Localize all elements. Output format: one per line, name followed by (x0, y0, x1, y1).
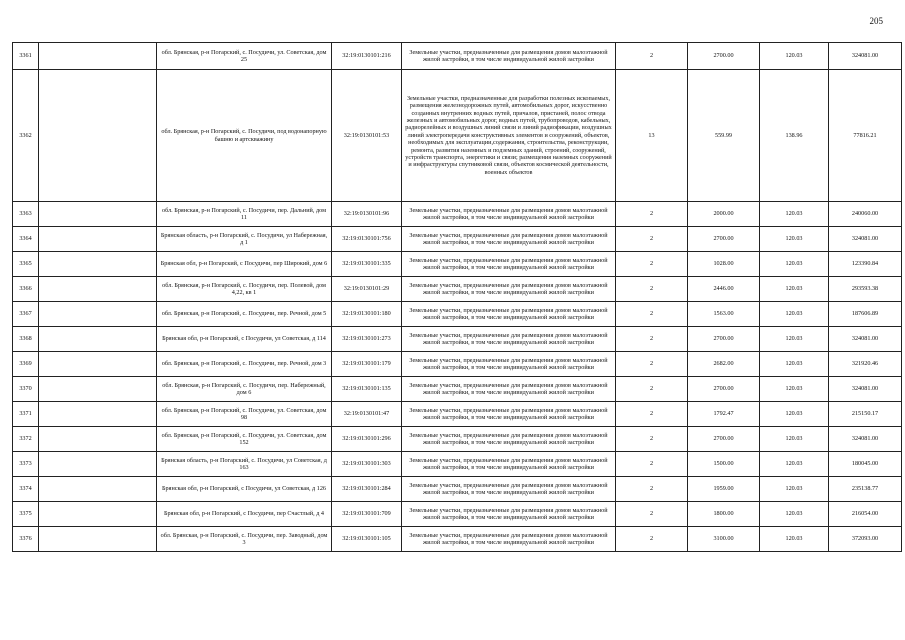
area-cell: 1500.00 (688, 452, 760, 477)
use-code-cell: 2 (616, 302, 688, 327)
land-use-cell: Земельные участки, предназначенные для размещения домов малоэтажной жилой застройки, в том числе индивидуальной жилой застройки (402, 277, 616, 302)
area-cell: 1959.00 (688, 477, 760, 502)
row-number: 3369 (13, 352, 39, 377)
row-number: 3372 (13, 427, 39, 452)
cadastral-number-cell: 32:19:0130101:29 (332, 277, 402, 302)
use-code-cell: 2 (616, 377, 688, 402)
address-cell: обл. Брянская, р-н Погарский, с. Посудичи, пер. Набережный, дом 6 (157, 377, 332, 402)
land-use-cell: Земельные участки, предназначенные для размещения домов малоэтажной жилой застройки, в том числе индивидуальной жилой застройки (402, 202, 616, 227)
use-code-cell: 2 (616, 402, 688, 427)
table-row (13, 327, 902, 352)
gap-cell (39, 452, 157, 477)
table-row (13, 477, 902, 502)
gap-cell (39, 277, 157, 302)
rate-cell: 120.03 (760, 427, 829, 452)
area-cell: 2700.00 (688, 327, 760, 352)
area-cell: 2700.00 (688, 227, 760, 252)
table-row (13, 43, 902, 70)
use-code-cell: 2 (616, 352, 688, 377)
table-row (13, 352, 902, 377)
cadastral-value-cell: 180045.00 (829, 452, 902, 477)
land-use-cell: Земельные участки, предназначенные для размещения домов малоэтажной жилой застройки, в том числе индивидуальной жилой застройки (402, 377, 616, 402)
rate-cell: 120.03 (760, 327, 829, 352)
cadastral-value-cell: 324081.00 (829, 427, 902, 452)
land-use-cell: Земельные участки, предназначенные для размещения домов малоэтажной жилой застройки, в том числе индивидуальной жилой застройки (402, 327, 616, 352)
land-use-cell: Земельные участки, предназначенные для размещения домов малоэтажной жилой застройки, в том числе индивидуальной жилой застройки (402, 352, 616, 377)
row-number: 3362 (13, 70, 39, 202)
row-number: 3375 (13, 502, 39, 527)
use-code-cell: 2 (616, 43, 688, 70)
rate-cell: 138.96 (760, 70, 829, 202)
land-use-cell: Земельные участки, предназначенные для размещения домов малоэтажной жилой застройки, в том числе индивидуальной жилой застройки (402, 477, 616, 502)
cadastral-value-cell: 324081.00 (829, 377, 902, 402)
rate-cell: 120.03 (760, 452, 829, 477)
page-number: 205 (869, 16, 883, 26)
table-row (13, 277, 902, 302)
rate-cell: 120.03 (760, 502, 829, 527)
rate-cell: 120.03 (760, 202, 829, 227)
area-cell: 3100.00 (688, 527, 760, 552)
row-number: 3371 (13, 402, 39, 427)
area-cell: 2446.00 (688, 277, 760, 302)
gap-cell (39, 377, 157, 402)
land-use-cell: Земельные участки, предназначенные для размещения домов малоэтажной жилой застройки, в том числе индивидуальной жилой застройки (402, 227, 616, 252)
row-number: 3364 (13, 227, 39, 252)
cadastral-value-cell: 77816.21 (829, 70, 902, 202)
use-code-cell: 2 (616, 427, 688, 452)
rate-cell: 120.03 (760, 352, 829, 377)
use-code-cell: 2 (616, 452, 688, 477)
row-number: 3366 (13, 277, 39, 302)
cadastral-value-cell: 324081.00 (829, 43, 902, 70)
rate-cell: 120.03 (760, 252, 829, 277)
cadastral-number-cell: 32:19:0130101:180 (332, 302, 402, 327)
cadastral-value-cell: 216054.00 (829, 502, 902, 527)
table-row (13, 427, 902, 452)
cadastral-number-cell: 32:19:0130101:216 (332, 43, 402, 70)
address-cell: обл. Брянская, р-н Погарский, с. Посудичи, под водонапорную башню и артскважину (157, 70, 332, 202)
use-code-cell: 2 (616, 252, 688, 277)
address-cell: обл. Брянская, р-н Погарский, с. Посудичи, пер. Дальний, дом 11 (157, 202, 332, 227)
address-cell: Брянская область, р-н Погарский, с. Посудичи, ул Советская, д 163 (157, 452, 332, 477)
cadastral-value-cell: 293593.38 (829, 277, 902, 302)
land-use-cell: Земельные участки, предназначенные для размещения домов малоэтажной жилой застройки, в том числе индивидуальной жилой застройки (402, 427, 616, 452)
cadastral-value-cell: 123390.84 (829, 252, 902, 277)
gap-cell (39, 477, 157, 502)
gap-cell (39, 227, 157, 252)
cadastral-value-cell: 324081.00 (829, 327, 902, 352)
rate-cell: 120.03 (760, 227, 829, 252)
cadastral-value-cell: 321920.46 (829, 352, 902, 377)
use-code-cell: 2 (616, 227, 688, 252)
cadastral-value-cell: 187606.89 (829, 302, 902, 327)
cadastral-number-cell: 32:19:0130101:756 (332, 227, 402, 252)
row-number: 3365 (13, 252, 39, 277)
rate-cell: 120.03 (760, 527, 829, 552)
row-number: 3373 (13, 452, 39, 477)
gap-cell (39, 402, 157, 427)
cadastral-number-cell: 32:19:0130101:303 (332, 452, 402, 477)
table-row (13, 202, 902, 227)
cadastral-number-cell: 32:19:0130101:135 (332, 377, 402, 402)
area-cell: 2000.00 (688, 202, 760, 227)
address-cell: Брянская обл, р-н Погарский, с Посудичи, пер Широкий, дом 6 (157, 252, 332, 277)
address-cell: Брянская обл, р-н Погарский, с Посудичи, ул Советская, д 114 (157, 327, 332, 352)
area-cell: 2682.00 (688, 352, 760, 377)
area-cell: 559.99 (688, 70, 760, 202)
cadastral-number-cell: 32:19:0130101:709 (332, 502, 402, 527)
land-registry-table (12, 42, 902, 552)
address-cell: обл. Брянская, р-н Погарский, с. Посудичи, пер. Речной, дом 5 (157, 302, 332, 327)
row-number: 3374 (13, 477, 39, 502)
gap-cell (39, 327, 157, 352)
area-cell: 1563.00 (688, 302, 760, 327)
address-cell: обл. Брянская, р-н Погарский, с. Посудичи, пер. Заводный, дом 3 (157, 527, 332, 552)
area-cell: 2700.00 (688, 43, 760, 70)
address-cell: обл. Брянская, р-н Погарский, с. Посудичи, пер. Речной, дом 3 (157, 352, 332, 377)
gap-cell (39, 302, 157, 327)
land-use-cell: Земельные участки, предназначенные для размещения домов малоэтажной жилой застройки, в том числе индивидуальной жилой застройки (402, 402, 616, 427)
rate-cell: 120.03 (760, 43, 829, 70)
address-cell: обл. Брянская, р-н Погарский, с. Посудичи, ул. Советская, дом 25 (157, 43, 332, 70)
address-cell: Брянская область, р-н Погарский, с. Посудичи, ул Набережная, д 1 (157, 227, 332, 252)
table-row (13, 527, 902, 552)
area-cell: 1028.00 (688, 252, 760, 277)
area-cell: 2700.00 (688, 427, 760, 452)
rate-cell: 120.03 (760, 302, 829, 327)
cadastral-number-cell: 32:19:0130101:179 (332, 352, 402, 377)
cadastral-number-cell: 32:19:0130101:96 (332, 202, 402, 227)
land-use-cell: Земельные участки, предназначенные для размещения домов малоэтажной жилой застройки, в том числе индивидуальной жилой застройки (402, 502, 616, 527)
cadastral-number-cell: 32:19:0130101:47 (332, 402, 402, 427)
cadastral-value-cell: 372093.00 (829, 527, 902, 552)
cadastral-number-cell: 32:19:0130101:284 (332, 477, 402, 502)
cadastral-value-cell: 240060.00 (829, 202, 902, 227)
row-number: 3363 (13, 202, 39, 227)
area-cell: 1800.00 (688, 502, 760, 527)
table-row (13, 70, 902, 202)
table-row (13, 402, 902, 427)
gap-cell (39, 502, 157, 527)
use-code-cell: 2 (616, 277, 688, 302)
address-cell: Брянская обл, р-н Погарский, с Посудичи, пер Счастлый, д 4 (157, 502, 332, 527)
row-number: 3370 (13, 377, 39, 402)
land-use-cell: Земельные участки, предназначенные для размещения домов малоэтажной жилой застройки, в том числе индивидуальной жилой застройки (402, 302, 616, 327)
rate-cell: 120.03 (760, 277, 829, 302)
gap-cell (39, 252, 157, 277)
cadastral-number-cell: 32:19:0130101:105 (332, 527, 402, 552)
gap-cell (39, 202, 157, 227)
gap-cell (39, 70, 157, 202)
gap-cell (39, 427, 157, 452)
cadastral-number-cell: 32:19:0130101:53 (332, 70, 402, 202)
use-code-cell: 2 (616, 202, 688, 227)
table-row (13, 502, 902, 527)
table-body (13, 43, 902, 552)
land-use-cell: Земельные участки, предназначенные для размещения домов малоэтажной жилой застройки, в том числе индивидуальной жилой застройки (402, 452, 616, 477)
gap-cell (39, 527, 157, 552)
land-use-cell: Земельные участки, предназначенные для размещения домов малоэтажной жилой застройки, в том числе индивидуальной жилой застройки (402, 43, 616, 70)
row-number: 3361 (13, 43, 39, 70)
area-cell: 1792.47 (688, 402, 760, 427)
gap-cell (39, 352, 157, 377)
address-cell: обл. Брянская, р-н Погарский, с. Посудичи, пер. Полевой, дом 4,22, кв 1 (157, 277, 332, 302)
table-row (13, 302, 902, 327)
rate-cell: 120.03 (760, 477, 829, 502)
use-code-cell: 2 (616, 502, 688, 527)
land-use-cell: Земельные участки, предназначенные для размещения домов малоэтажной жилой застройки, в том числе индивидуальной жилой застройки (402, 527, 616, 552)
row-number: 3368 (13, 327, 39, 352)
table-row (13, 377, 902, 402)
use-code-cell: 2 (616, 477, 688, 502)
cadastral-value-cell: 324081.00 (829, 227, 902, 252)
land-use-cell: Земельные участки, предназначенные для разработки полезных ископаемых, размещения железнодорожных путей, автомобильных дорог, искусственно созданных внутренних водных путей, причалов, пристаней, полос отвода железных и автомобильных дорог, водных путей, трубопроводов, кабельных, радиорелейных и воздушных линий связи и линий радиофикации, воздушных линий электропередачи конструктивных элементов и сооружений, объектов, необходимых для эксплуатации,содержания, строительства, реконструкции, ремонта, развития наземных и подземных зданий, строений, сооружений, устройств транспорта, энергетики и связи; размещения наземных сооружений и инфраструктуры спутниковой связи, объектов космической деятельности, военных объектов (402, 70, 616, 202)
address-cell: Брянская обл, р-н Погарский, с Посудичи, ул Советская, д 126 (157, 477, 332, 502)
table-row (13, 452, 902, 477)
address-cell: обл. Брянская, р-н Погарский, с. Посудичи, ул. Советская, дом 152 (157, 427, 332, 452)
cadastral-number-cell: 32:19:0130101:273 (332, 327, 402, 352)
area-cell: 2700.00 (688, 377, 760, 402)
address-cell: обл. Брянская, р-н Погарский, с. Посудичи, ул. Советская, дом 98 (157, 402, 332, 427)
row-number: 3376 (13, 527, 39, 552)
land-use-cell: Земельные участки, предназначенные для размещения домов малоэтажной жилой застройки, в том числе индивидуальной жилой застройки (402, 252, 616, 277)
rate-cell: 120.03 (760, 402, 829, 427)
cadastral-value-cell: 235138.77 (829, 477, 902, 502)
use-code-cell: 2 (616, 527, 688, 552)
table-row (13, 252, 902, 277)
gap-cell (39, 43, 157, 70)
use-code-cell: 13 (616, 70, 688, 202)
cadastral-number-cell: 32:19:0130101:296 (332, 427, 402, 452)
row-number: 3367 (13, 302, 39, 327)
rate-cell: 120.03 (760, 377, 829, 402)
cadastral-value-cell: 215150.17 (829, 402, 902, 427)
table-row (13, 227, 902, 252)
cadastral-number-cell: 32:19:0130101:335 (332, 252, 402, 277)
use-code-cell: 2 (616, 327, 688, 352)
